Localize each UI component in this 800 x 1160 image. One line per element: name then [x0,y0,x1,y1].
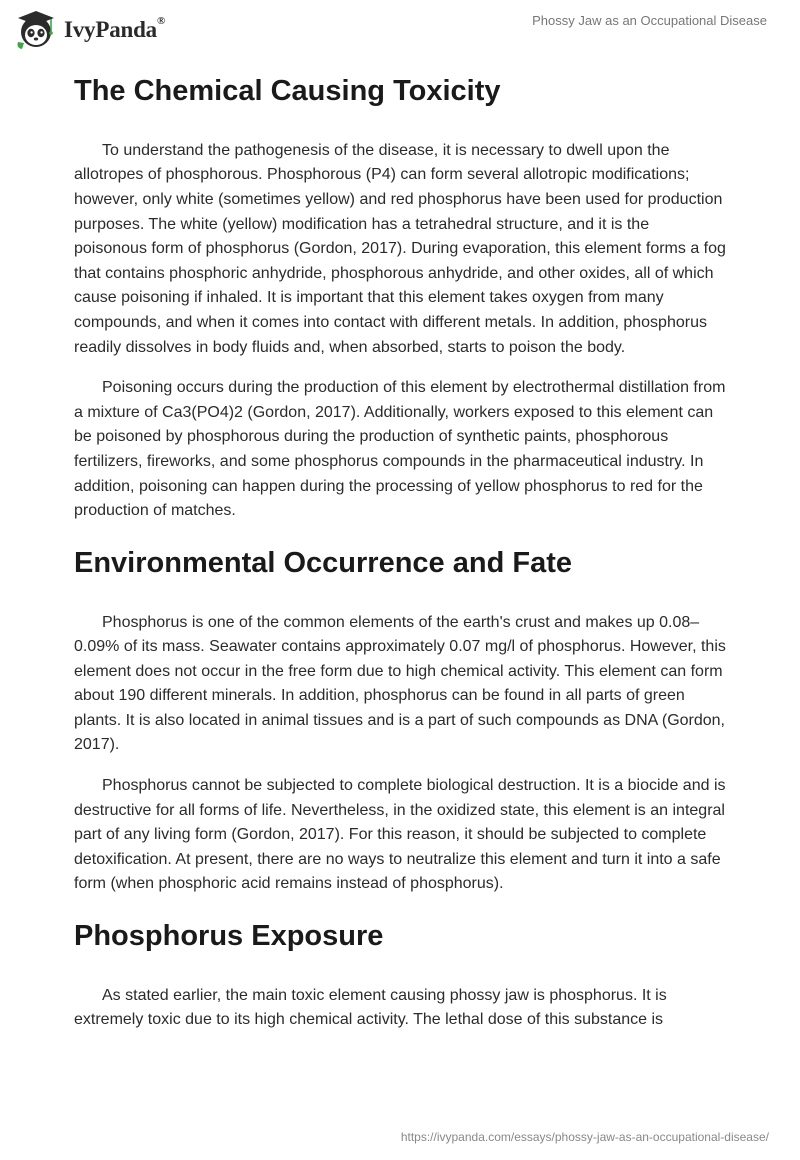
section-heading: The Chemical Causing Toxicity [74,75,501,107]
paragraph: As stated earlier, the main toxic element causing phossy jaw is phosphorus. It is extremely toxic due to its high chemical activity. The lethal dose of this substance is [74,986,667,1029]
paragraph: Poisoning occurs during the production of this element by electrothermal distillation from a mixture of Ca3(PO4)2 (Gordon, 2017). Additionally, workers exposed to this element can be poisoned by phosphorous during the production of synthetic paints, phosphorous fertilizers, fireworks, and some phosphorus compounds in the pharmaceutical industry. In addition, poisoning can happen during the processing of yellow phosphorus to red for the production of matches. [74,379,726,520]
essay-content [74,70,726,1049]
section-heading: Environmental Occurrence and Fate [74,546,572,579]
ivypanda-logo[interactable] [14,8,165,52]
section-heading: Phosphorus Exposure [74,920,384,953]
page-header [0,0,800,64]
source-url-link[interactable]: https://ivypanda.com/essays/phossy-jaw-as-an-occupational-disease/ [400,1130,769,1144]
brand-name: IvyPanda® [64,15,166,42]
document-title: Phossy Jaw as an Occupational Disease [532,13,767,28]
paragraph: Phosphorus cannot be subjected to complete biological destruction. It is a biocide and is destructive for all forms of life. Nevertheless, in the oxidized state, this element is an integral part of any living form (Gordon, 2017). For this reason, it should be subjected to complete detoxification. At present, there are no ways to neutralize this element and turn it into a safe form (when phosphoric acid remains instead of phosphorus). [74,777,726,893]
paragraph: To understand the pathogenesis of the disease, it is necessary to dwell upon the allotropes of phosphorous. Phosphorous (P4) can form several allotropic modifications; however, only white (sometimes yellow) and red phosphorus have been used for production purposes. The white (yellow) modification has a tetrahedral structure, and it is the poisonous form of phosphorus (Gordon, 2017). During evaporation, this element forms a fog that contains phosphoric anhydride, phosphorous anhydride, and other oxides, all of which cause poisoning if inhaled. It is important that this element takes oxygen from many compounds, and when it comes into contact with different metals. In addition, phosphorus readily dissolves in body fluids and, when absorbed, starts to poison the body. [74,141,726,356]
panda-graduation-icon [14,8,58,52]
paragraph: Phosphorus is one of the common elements of the earth's crust and makes up 0.08–0.09% of its mass. Seawater contains approximately 0.07 mg/l of phosphorus. However, this element does not occur in the free form due to high chemical activity. This element can form about 190 different minerals. In addition, phosphorus can be found in all parts of green plants. It is also located in animal tissues and is a part of such compounds as DNA (Gordon, 2017). [74,613,726,754]
